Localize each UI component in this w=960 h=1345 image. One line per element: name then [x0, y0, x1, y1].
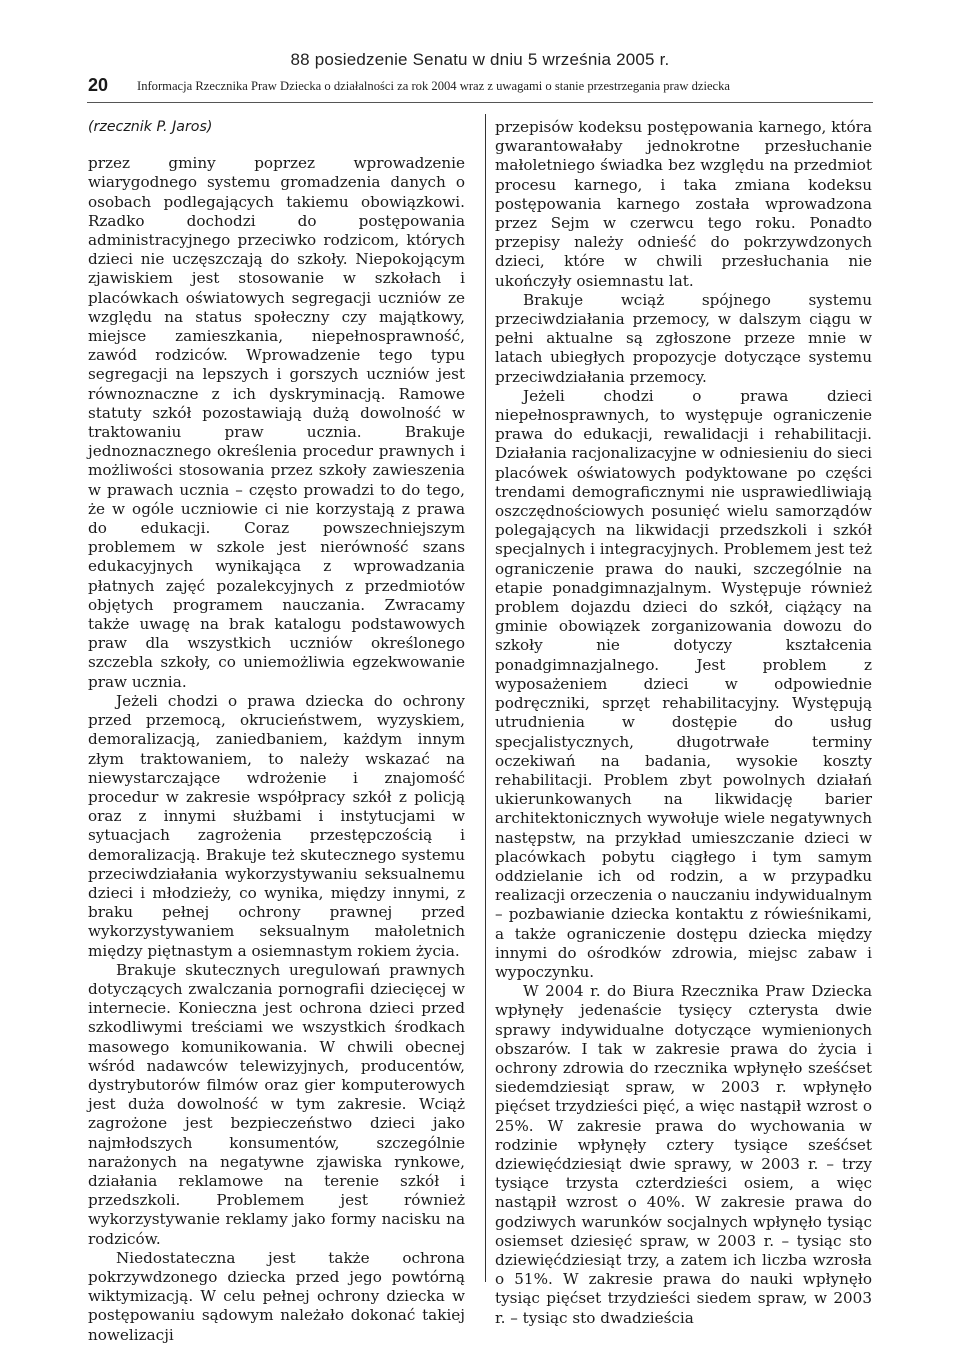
right-column [495, 118, 872, 1328]
header-rule [87, 102, 873, 103]
page-number: 20 [88, 75, 109, 95]
paragraph: przez gminy poprzez wprowadzenie wiarygodnego systemu gromadzenia danych o osobach podlegających takiemu obowiązkowi. Rzadko dochodzi do postępowania administracyjnego przeciwko rodzicom, których dzieci nie uczęszczają do szkoły. Niepokojącym zjawiskiem jest stosowanie w szkołach i placówkach oświatowych segregacji uczniów ze względu na status społeczny czy majątkowy, miejsce zamieszkania, niepełnosprawność, zawód rodziców. Wprowadzenie tego typu segregacji na lepszych i gorszych uczniów jest równoznaczne z ich dyskryminacją. Ramowe statuty szkół pozostawiają dużą dowolność w traktowaniu praw ucznia. Brakuje jednoznacznego określenia procedur prawnych i możliwości stosowania przez szkoły zawieszenia w prawach ucznia – często prowadzi to do tego, że w ogóle uczniowie ci nie korzystają z prawa do edukacji. Coraz powszechniejszym problemem w szkole jest nierówność szans edukacyjnych wynikająca z wprowadzania płatnych zajęć pozalekcyjnych z przedmiotów objętych programem nauczania. Zwracamy także uwagę na brak katalogu podstawowych praw dla wszystkich uczniów określonego szczebla szkoły, co uniemożliwia egzekwowanie praw ucznia. [88, 154, 465, 691]
running-head: Informacja Rzecznika Praw Dziecka o działalności za rok 2004 wraz z uwagami o stanie przestrzegania praw dziecka [137, 79, 731, 93]
paragraph: Jeżeli chodzi o prawa dziecka do ochrony przed przemocą, okrucieństwem, wyzyskiem, demoralizacją, zaniedbaniem, każdym innym złym traktowaniem, to należy wskazać na niewystarczające wdrożenie i znajomość procedur w zakresie współpracy szkół z policją oraz z innymi służbami i instytucjami w sytuacjach zagrożenia przestępczością i demoralizacją. Brakuje też skutecznego systemu przeciwdziałania wykorzystywaniu seksualnemu dzieci i młodzieży, co wynika, między innymi, z braku pełnej ochrony prawnej przed wykorzystywaniem seksualnym małoletnich między piętnastym a osiemnastym rokiem życia. [88, 691, 465, 960]
speaker-label: (rzecznik P. Jaros) [88, 119, 213, 135]
paragraph: Brakuje wciąż spójnego systemu przeciwdziałania przemocy, w dalszym ciągu w pełni aktualne są zgłoszone przeze mnie w latach ubiegłych propozycje dotyczące systemu przeciwdziałania przemocy. [495, 290, 872, 386]
page-header [0, 0, 960, 105]
column-divider [485, 114, 486, 1282]
paragraph: Niedostateczna jest także ochrona pokrzywdzonego dziecka przed jego powtórną wiktymizacją. W celu pełnej ochrony dziecka w postępowaniu sądowym należało dokonać takiej nowelizacji [88, 1248, 465, 1344]
session-title: 88 posiedzenie Senatu w dniu 5 września 2005 r. [290, 50, 670, 69]
left-column [88, 118, 465, 1345]
paragraph: Brakuje skutecznych uregulowań prawnych dotyczących zwalczania pornografii dziecięcej w internecie. Konieczna jest ochrona dzieci przed szkodliwymi treściami we wszystkich środkach masowego komunikowania. W chwili obecnej wśród nadawców telewizyjnych, producentów, dystrybutorów filmów oraz gier komputerowych jest duża dowolność w tym zakresie. Wciąż zagrożone jest bezpieczeństwo dzieci jako najmłodszych konsumentów, szczególnie narażonych na negatywne zjawiska rynkowe, działania reklamowe na terenie szkół i przedszkoli. Problemem jest również wykorzystywanie reklamy jako formy nacisku na rodziców. [88, 960, 465, 1248]
paragraph: przepisów kodeksu postępowania karnego, która gwarantowałaby jednokrotne przesłuchanie małoletniego świadka bez względu na przedmiot procesu karnego, i taka zmiana kodeksu postępowania karnego została wprowadzona przez Sejm w czerwcu tego roku. Ponadto przepisy należy odnieść do pokrzywdzonych dzieci, które w chwili przesłuchania nie ukończyły osiemnastu lat. [495, 118, 872, 290]
paragraph: Jeżeli chodzi o prawa dzieci niepełnosprawnych, to występuje ograniczenie prawa do edukacji, rewalidacji i rehabilitacji. Działania racjonalizacyjne w odniesieniu do sieci placówek oświatowych podyktowane po części trendami demograficznymi nie usprawiedliwiają oszczędnościowych posunięć wielu samorządów polegających na likwidacji przedszkoli i szkół specjalnych i integracyjnych. Problemem jest też ograniczenie prawa do nauki, szczególnie na etapie ponadgimnazjalnym. Występuje również problem dojazdu dzieci do szkół, ciążący na gminie obowiązek zorganizowania dowozu do szkoły nie dotyczy kształcenia ponadgimnazjalnego. Jest problem z wyposażeniem dzieci w odpowiednie podręczniki, sprzęt rehabilitacyjny. Występują utrudnienia w dostępie do usług specjalistycznych, długotrwałe terminy oczekiwań na badania, wysokie koszty rehabilitacji. Problem zbyt powolnych działań ukierunkowanych na likwidację barier architektonicznych wywołuje wiele negatywnych następstw, na przykład umieszczanie dzieci w placówkach pobytu ciągłego i tym samym oddzielanie ich od rodzin, a w przypadku realizacji orzeczenia o nauczaniu indywidualnym – pozbawianie dziecka kontaktu z rówieśnikami, a także ograniczenie dostępu dziecka między innymi do ośrodków zdrowia, miejsc zabaw i wypoczynku. [495, 386, 872, 981]
paragraph: W 2004 r. do Biura Rzecznika Praw Dziecka wpłynęły jedenaście tysięcy czterysta dwie sprawy indywidualne dotyczące wymienionych obszarów. I tak w zakresie prawa do życia i ochrony zdrowia do rzecznika wpłynęło sześćset siedemdziesiąt spraw, w 2003 r. wpłynęło pięćset trzydzieści pięć, a więc nastąpił wzrost o 25%. W zakresie prawa do wychowania w rodzinie wpłynęły cztery tysiące sześćset dziewięćdziesiąt dwie sprawy, w 2003 r. – trzy tysiące trzysta czterdzieści osiem, a więc nastąpił wzrost o 40%. W zakresie prawa do godziwych warunków socjalnych wpłynęło tysiąc osiemset dziesięć spraw, w 2003 r. – tysiąc sto dziewięćdziesiąt trzy, a zatem ich liczba wzrosła o 51%. W zakresie prawa do nauki wpłynęło tysiąc pięćset trzydzieści siedem spraw, w 2003 r. – tysiąc sto dwadzieścia [495, 982, 872, 1327]
